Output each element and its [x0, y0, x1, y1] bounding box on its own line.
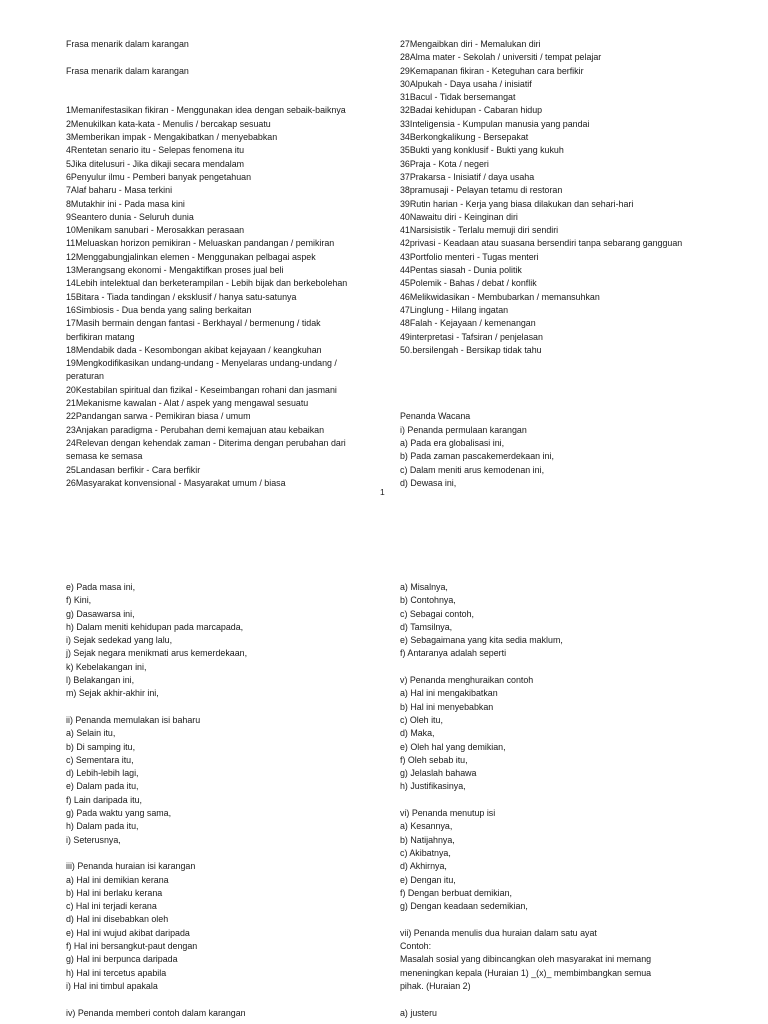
text-line: 36Praja - Kota / negeri [400, 158, 489, 169]
text-line: 39Rutin harian - Kerja yang biasa dilakukan dan sehari-hari [400, 198, 634, 209]
text-line: c) Sebagai contoh, [400, 608, 475, 619]
text-line: 5Jika ditelusuri - Jika dikaji secara mendalam [66, 158, 245, 169]
text-line: 15Bitara - Tiada tandingan / eksklusif / hanya satu-satunya [66, 291, 297, 302]
text-line: berfikiran matang [66, 331, 135, 342]
text-line: e) Dalam pada itu, [66, 781, 139, 792]
text-line: h) Hal ini tercetus apabila [66, 967, 167, 978]
page-number: 1 [380, 487, 385, 497]
text-line: f) Antaranya adalah seperti [400, 648, 507, 659]
text-line: 35Bukti yang konklusif - Bukti yang kukuh [400, 145, 564, 156]
blank-line [400, 384, 760, 397]
text-line: i) Sejak sedekad yang lalu, [66, 635, 173, 646]
text-line: g) Dengan keadaan sedemikian, [400, 901, 528, 912]
blank-line [66, 993, 396, 1006]
text-line: a) Pada era globalisasi ini, [400, 437, 505, 448]
text-line: b) Natijahnya, [400, 834, 455, 845]
text-line: b) Hal ini menyebabkan [400, 701, 494, 712]
text-line: 21Mekanisme kawalan - Alat / aspek yang mengawal sesuatu [66, 398, 309, 409]
text-line: 31Bacul - Tidak bersemangat [400, 92, 516, 103]
page1-left-column [66, 38, 396, 490]
text-line: 30Alpukah - Daya usaha / inisiatif [400, 78, 532, 89]
text-line: 19Mengkodifikasikan undang-undang - Menyelaras undang-undang / [66, 358, 337, 369]
text-line: m) Sejak akhir-akhir ini, [66, 688, 159, 699]
text-line: g) Pada waktu yang sama, [66, 808, 172, 819]
text-line: 42privasi - Keadaan atau suasana bersendiri tanpa sebarang gangguan [400, 238, 683, 249]
text-line: e) Oleh hal yang demikian, [400, 741, 506, 752]
text-line: 4Rentetan senario itu - Selepas fenomena itu [66, 145, 245, 156]
text-line: d) Lebih-lebih lagi, [66, 768, 139, 779]
text-line: e) Pada masa ini, [66, 582, 136, 592]
text-line: e) Dengan itu, [400, 874, 456, 885]
text-line: c) Hal ini terjadi kerana [66, 901, 157, 912]
text-line: 40Nawaitu diri - Keinginan diri [400, 211, 518, 222]
blank-line [66, 78, 396, 91]
text-line: 43Portfolio menteri - Tugas menteri [400, 251, 539, 262]
blank-line [400, 794, 730, 807]
blank-line [400, 357, 760, 370]
blank-line [400, 913, 730, 926]
text-line: b) Di samping itu, [66, 741, 136, 752]
text-line: a) Kesannya, [400, 821, 453, 832]
text-line: iv) Penanda memberi contoh dalam karangan [66, 1007, 246, 1018]
text-line: pihak. (Huraian 2) [400, 980, 471, 991]
text-line: 48Falah - Kejayaan / kemenangan [400, 318, 536, 329]
text-line: 13Merangsang ekonomi - Mengaktifkan proses jual beli [66, 265, 284, 276]
text-line: 3Memberikan impak - Mengakibatkan / menyebabkan [66, 132, 278, 143]
text-line: g) Hal ini berpunca daripada [66, 954, 178, 965]
text-line: a) Hal ini demikian kerana [66, 874, 169, 885]
text-line: 34Berkongkalikung - Bersepakat [400, 132, 529, 143]
text-line: 45Polemik - Bahas / debat / konflik [400, 278, 537, 289]
text-line: f) Oleh sebab itu, [400, 754, 468, 765]
text-line: Frasa menarik dalam karangan [66, 65, 189, 76]
text-line: 26Masyarakat konvensional - Masyarakat umum / biasa [66, 477, 286, 488]
text-line: peraturan [66, 371, 104, 382]
text-line: 23Anjakan paradigma - Perubahan demi kemajuan atau kebaikan [66, 424, 325, 435]
page1-right-column [400, 38, 760, 490]
text-line: semasa ke semasa [66, 451, 143, 462]
blank-line [400, 370, 760, 383]
text-line: 12Menggabungjalinkan elemen - Menggunakan pelbagai aspek [66, 251, 316, 262]
text-line: 16Simbiosis - Dua benda yang saling berkaitan [66, 304, 252, 315]
text-line: 9Seantero dunia - Seluruh dunia [66, 211, 194, 222]
text-line: d) Akhirnya, [400, 861, 447, 872]
text-line: f) Hal ini bersangkut-paut dengan [66, 941, 198, 952]
text-line: b) Hal ini berlaku kerana [66, 887, 163, 898]
text-line: d) Tamsilnya, [400, 621, 453, 632]
text-line: 18Mendabik dada - Kesombongan akibat kejayaan / keangkuhan [66, 344, 322, 355]
text-line: 24Relevan dengan kehendak zaman - Diterima dengan perubahan dari [66, 437, 346, 448]
text-line: Contoh: [400, 941, 432, 952]
text-line: meneningkan kepala (Huraian 1) _(x)_ membimbangkan semua [400, 967, 652, 978]
text-line: i) Penanda permulaan karangan [400, 424, 527, 435]
text-line: 32Badai kehidupan - Cabaran hidup [400, 105, 543, 116]
blank-line [400, 993, 730, 1006]
text-line: vi) Penanda menutup isi [400, 808, 496, 819]
text-line: f) Kini, [66, 595, 92, 606]
text-line: 2Menukilkan kata-kata - Menulis / bercakap sesuatu [66, 118, 271, 129]
text-line: c) Dalam meniti arus kemodenan ini, [400, 464, 545, 475]
text-line: Frasa menarik dalam karangan [66, 39, 189, 49]
text-line: d) Hal ini disebabkan oleh [66, 914, 169, 925]
text-line: k) Kebelakangan ini, [66, 661, 147, 672]
text-line: b) Contohnya, [400, 595, 456, 606]
blank-line [66, 51, 396, 64]
text-line: e) Hal ini wujud akibat daripada [66, 927, 190, 938]
text-line: v) Penanda menghuraikan contoh [400, 675, 534, 686]
text-line: a) Misalnya, [400, 582, 448, 592]
text-line: 44Pentas siasah - Dunia politik [400, 265, 522, 276]
text-line: 47Linglung - Hilang ingatan [400, 304, 509, 315]
text-line: 25Landasan berfikir - Cara berfikir [66, 464, 201, 475]
text-line: vii) Penanda menulis dua huraian dalam satu ayat [400, 927, 597, 938]
text-line: a) Hal ini mengakibatkan [400, 688, 498, 699]
text-line: h) Dalam pada itu, [66, 821, 139, 832]
text-line: c) Sementara itu, [66, 754, 134, 765]
text-line: 49interpretasi - Tafsiran / penjelasan [400, 331, 543, 342]
text-line: Penanda Wacana [400, 411, 471, 422]
document-page-2 [0, 512, 768, 1024]
text-line: 41Narsisistik - Terlalu memuji diri sendiri [400, 225, 559, 236]
text-line: i) Seterusnya, [66, 834, 121, 845]
text-line: 17Masih bermain dengan fantasi - Berkhayal / bermenung / tidak [66, 318, 321, 329]
text-line: c) Oleh itu, [400, 714, 443, 725]
text-line: iii) Penanda huraian isi karangan [66, 861, 196, 872]
text-line: a) Selain itu, [66, 728, 116, 739]
text-line: d) Dewasa ini, [400, 477, 457, 488]
text-line: ii) Penanda memulakan isi baharu [66, 714, 201, 725]
text-line: a) justeru [400, 1007, 437, 1018]
blank-line [400, 661, 730, 674]
text-line: 8Mutakhir ini - Pada masa kini [66, 198, 185, 209]
text-line: 14Lebih intelektual dan berketerampilan - Lebih bijak dan berkebolehan [66, 278, 348, 289]
text-line: h) Justifikasinya, [400, 781, 466, 792]
text-line: 10Menikam sanubari - Merosakkan perasaan [66, 225, 245, 236]
text-line: j) Sejak negara menikmati arus kemerdekaan, [66, 648, 248, 659]
text-line: 33Inteligensia - Kumpulan manusia yang pandai [400, 118, 590, 129]
text-line: g) Jelaslah bahawa [400, 768, 477, 779]
text-line: f) Dengan berbuat demikian, [400, 887, 512, 898]
text-line: 22Pandangan sarwa - Pemikiran biasa / umum [66, 411, 251, 422]
text-line: 28Alma mater - Sekolah / universiti / tempat pelajar [400, 52, 602, 63]
blank-line [66, 91, 396, 104]
blank-line [400, 397, 760, 410]
blank-line [66, 847, 396, 860]
text-line: h) Dalam meniti kehidupan pada marcapada, [66, 621, 244, 632]
blank-line [66, 701, 396, 714]
text-line: 20Kestabilan spiritual dan fizikal - Keseimbangan rohani dan jasmani [66, 384, 337, 395]
text-line: Masalah sosial yang dibincangkan oleh masyarakat ini memang [400, 954, 652, 965]
text-line: e) Sebagaimana yang kita sedia maklum, [400, 635, 563, 646]
text-line: b) Pada zaman pascakemerdekaan ini, [400, 451, 554, 462]
page2-left-column [66, 581, 396, 1020]
text-line: 6Penyulur ilmu - Pemberi banyak pengetahuan [66, 171, 252, 182]
text-line: 38pramusaji - Pelayan tetamu di restoran [400, 185, 563, 196]
text-line: 1Memanifestasikan fikiran - Menggunakan idea dengan sebaik-baiknya [66, 105, 346, 116]
text-line: 27Mengaibkan diri - Memalukan diri [400, 39, 541, 49]
text-line: f) Lain daripada itu, [66, 794, 142, 805]
text-line: l) Belakangan ini, [66, 675, 135, 686]
text-line: 46Melikwidasikan - Membubarkan / memansuhkan [400, 291, 600, 302]
text-line: 50.bersilengah - Bersikap tidak tahu [400, 344, 542, 355]
text-line: g) Dasawarsa ini, [66, 608, 135, 619]
text-line: 29Kemapanan fikiran - Keteguhan cara berfikir [400, 65, 584, 76]
page2-right-column [400, 581, 730, 1020]
text-line: c) Akibatnya, [400, 847, 451, 858]
text-line: 7Alaf baharu - Masa terkini [66, 185, 173, 196]
text-line: d) Maka, [400, 728, 435, 739]
text-line: i) Hal ini timbul apakala [66, 980, 158, 991]
text-line: 37Prakarsa - Inisiatif / daya usaha [400, 171, 535, 182]
text-line: 11Meluaskan horizon pemikiran - Meluaskan pandangan / pemikiran [66, 238, 335, 249]
